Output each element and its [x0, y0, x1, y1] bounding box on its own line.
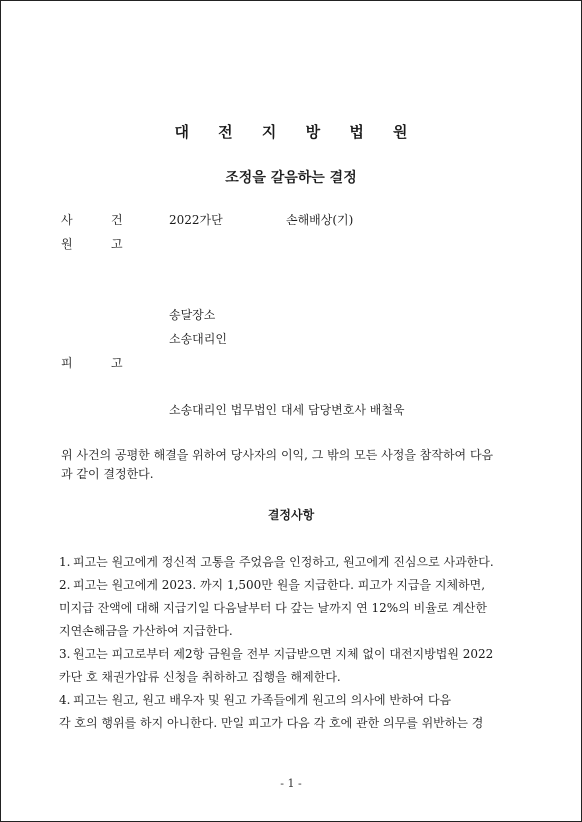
list-item [59, 689, 529, 712]
intro-line-1: 위 사건의 공평한 해결을 위하여 당사자의 이익, 그 밖의 모든 사정을 참작하여 다음 [61, 448, 494, 462]
list-item [59, 643, 529, 666]
plaintiff-label-b: 고 [111, 237, 123, 251]
plaintiff-service-address-label: 송달장소 [169, 308, 216, 322]
defendant-label-b: 고 [111, 356, 123, 370]
item-line: 피고는 원고, 원고 배우자 및 원고 가족들에게 원고의 의사에 반하여 다음 [73, 693, 452, 707]
case-label [61, 211, 131, 228]
item-number: 2. [59, 578, 71, 592]
court-name: 대 전 지 방 법 원 [174, 123, 420, 141]
case-label-b: 건 [111, 213, 123, 227]
case-number: 2022가단 [169, 213, 223, 227]
case-name: 손해배상(기) [286, 213, 354, 227]
plaintiff-agent-label: 소송대리인 [169, 332, 227, 346]
item-line: 피고는 원고에게 정신적 고통을 주었음을 인정하고, 원고에게 진심으로 사과한다. [73, 555, 494, 569]
list-item [59, 551, 529, 574]
plaintiff-label-a: 원 [61, 237, 73, 251]
document-title: 조정을 갈음하는 결정 [225, 170, 357, 186]
case-label-a: 사 [61, 213, 73, 227]
defendant-label [61, 354, 131, 371]
item-number: 3. [59, 647, 71, 661]
item-line: 피고는 원고에게 2023. 까지 1,500만 원을 지급한다. 피고가 지급을 지체하면, [73, 578, 486, 592]
list-item [59, 574, 529, 597]
item-line: 각 호의 행위를 하지 아니한다. 만일 피고가 다음 각 호에 관한 의무를 위반하는 경 [59, 716, 484, 730]
intro-line-2: 과 같이 결정한다. [61, 467, 154, 481]
section-title: 결정사항 [267, 508, 315, 522]
defendant-label-a: 피 [61, 356, 73, 370]
item-line: 미지급 잔액에 대해 지급기일 다음날부터 다 갚는 날까지 연 12%의 비율로 계산한 [59, 601, 487, 615]
defendant-agent: 소송대리인 법무법인 대세 담당변호사 배철욱 [169, 403, 405, 417]
item-number: 4. [59, 693, 71, 707]
item-line: 지연손해금을 가산하여 지급한다. [59, 624, 233, 638]
decision-list [59, 551, 529, 735]
item-number: 1. [59, 555, 71, 569]
item-line: 원고는 피고로부터 제2항 금원을 전부 지급받으면 지체 없이 대전지방법원 2022 [73, 647, 494, 661]
plaintiff-label [61, 235, 131, 252]
page-number: - 1 - [280, 777, 302, 790]
item-line: 카단 호 채권가압류 신청을 취하하고 집행을 해제한다. [59, 670, 341, 684]
